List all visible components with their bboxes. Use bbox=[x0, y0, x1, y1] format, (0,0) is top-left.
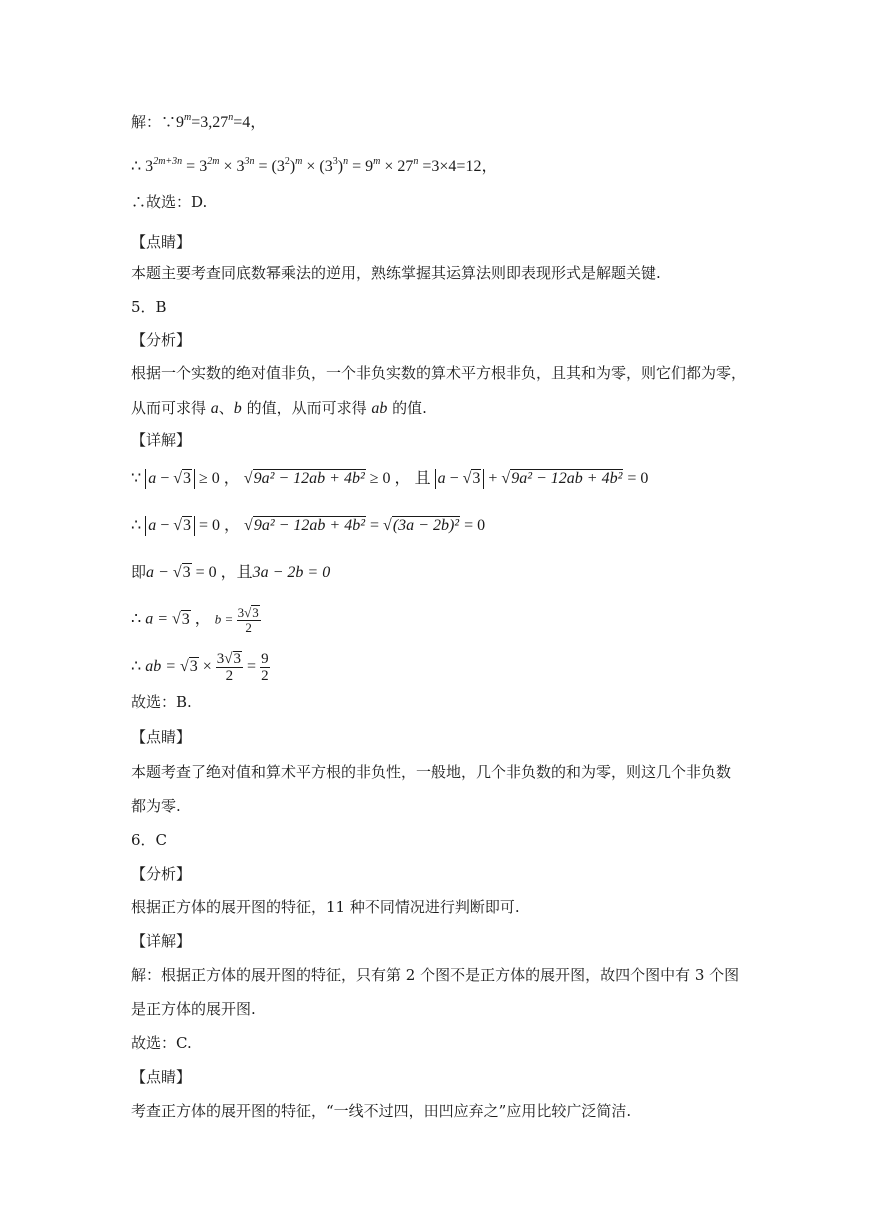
section-heading-xiangjie: 【详解】 bbox=[131, 932, 192, 950]
equation-line-3 bbox=[131, 562, 330, 583]
text-ji: 即 bbox=[131, 563, 147, 581]
plus: + bbox=[484, 470, 502, 487]
paragraph-4: 根据正方体的展开图的特征，11 种不同情况进行判断即可. bbox=[131, 898, 520, 916]
expr-part: × 27 bbox=[380, 158, 414, 175]
section-heading-dianjing: 【点睛】 bbox=[131, 1068, 192, 1086]
radical-sign: √ bbox=[383, 517, 392, 534]
therefore-symbol: ∴ bbox=[131, 658, 142, 676]
paragraph-1: 本题主要考查同底数幂乘法的逆用，熟练掌握其运算法则即表现形式是解题关键. bbox=[131, 264, 661, 282]
solution-line-2 bbox=[131, 157, 497, 177]
numerator: 9 bbox=[261, 651, 269, 667]
denominator: 2 bbox=[261, 668, 269, 684]
coef: 3 bbox=[237, 605, 245, 620]
denominator: 2 bbox=[225, 668, 234, 684]
equals: = bbox=[366, 517, 384, 534]
absolute-value bbox=[435, 469, 485, 489]
expr-part: ) bbox=[289, 158, 296, 175]
radicand: 3 bbox=[189, 658, 198, 676]
var-ab: ab bbox=[371, 400, 388, 417]
therefore-symbol: ∴ bbox=[131, 610, 142, 628]
section-heading-dianjing: 【点睛】 bbox=[131, 233, 192, 251]
equals: = bbox=[243, 658, 261, 676]
expr-part: × (3 bbox=[302, 158, 333, 175]
radical-sign: √ bbox=[173, 470, 182, 487]
exponent: 2m+3n bbox=[153, 156, 183, 167]
radical-sign: √ bbox=[243, 470, 253, 487]
radical-sign: √ bbox=[179, 658, 189, 676]
expr-part: = 0 bbox=[623, 470, 649, 487]
solution-line-1 bbox=[131, 112, 266, 133]
text-part: 从而可求得 bbox=[131, 399, 211, 417]
minus: − bbox=[445, 470, 463, 487]
expr-part: =3×4=12， bbox=[418, 158, 498, 175]
expr-part: = 0 ， bbox=[195, 517, 241, 534]
minus: − bbox=[156, 517, 174, 534]
paragraph-5-line-2: 是正方体的展开图. bbox=[131, 1000, 256, 1018]
radicand: 3 bbox=[183, 470, 191, 487]
exponent: m bbox=[295, 156, 303, 167]
exponent: m bbox=[373, 156, 381, 167]
expr-part: a − bbox=[146, 564, 173, 581]
expr-part: = 9 bbox=[348, 158, 374, 175]
expr-part: ， bbox=[190, 610, 211, 628]
fraction-3root3-over-2 bbox=[216, 651, 243, 684]
because-symbol: ∵ bbox=[131, 470, 142, 487]
var-a: a bbox=[210, 400, 219, 417]
section-heading-fenxi: 【分析】 bbox=[131, 331, 192, 349]
expr-part: × 3 bbox=[219, 158, 245, 175]
expr-part: ∴ 3 bbox=[131, 158, 154, 175]
expr-part: = 0 ，且 bbox=[191, 564, 253, 581]
exponent: 3 bbox=[332, 156, 338, 167]
absolute-value bbox=[145, 516, 195, 536]
equation-line-2 bbox=[131, 516, 485, 536]
text-part: 、 bbox=[218, 399, 234, 417]
expr-part: ab = bbox=[145, 658, 180, 676]
radicand: 3 bbox=[233, 651, 242, 667]
radical-sign: √ bbox=[501, 470, 511, 487]
expr-part: = 3 bbox=[182, 158, 208, 175]
text-and: 且 bbox=[410, 470, 431, 487]
expr-part: ≥ 0 ， bbox=[195, 470, 240, 487]
radicand: 3 bbox=[181, 610, 190, 628]
expr-part: ≥ 0 ， bbox=[365, 470, 411, 487]
expr-9m: $9^m=3,27^n$ bbox=[176, 112, 234, 131]
exponent-n: n bbox=[228, 112, 234, 123]
paragraph-3-line-2: 都为零. bbox=[131, 797, 181, 815]
exponent: n bbox=[413, 156, 419, 167]
absolute-value bbox=[145, 469, 195, 489]
minus: − bbox=[156, 470, 174, 487]
var-b: b bbox=[233, 400, 242, 417]
expr-part: = 0 bbox=[460, 517, 486, 534]
expr-part: b = bbox=[214, 611, 237, 627]
expr-eq4: =4， bbox=[233, 114, 267, 131]
paragraph-2-line-1: 根据一个实数的绝对值非负，一个非负实数的算术平方根非负，且其和为零，则它们都为零， bbox=[131, 364, 747, 382]
exponent-m: m bbox=[184, 112, 192, 123]
answer-line-b: 故选：B. bbox=[131, 693, 192, 711]
paragraph-2-line-2 bbox=[131, 398, 427, 419]
question-5-answer: 5．B bbox=[131, 298, 167, 316]
section-heading-dianjing: 【点睛】 bbox=[131, 728, 192, 746]
times: × bbox=[198, 658, 216, 676]
equation-line-5 bbox=[131, 651, 270, 684]
expr-part: ) bbox=[337, 158, 344, 175]
paragraph-6: 考查正方体的展开图的特征，“一线不过四，田凹应弃之”应用比较广泛简洁. bbox=[131, 1102, 632, 1120]
fraction-9-over-2 bbox=[260, 651, 270, 684]
expr-part: a = bbox=[145, 610, 172, 628]
radicand: (3a − 2b)² bbox=[392, 517, 460, 534]
text-part: 的值，从而可求得 bbox=[241, 399, 372, 417]
numerator: 3√3 bbox=[216, 651, 242, 667]
paragraph-5-line-1: 解：根据正方体的展开图的特征，只有第 2 个图不是正方体的展开图，故四个图中有 3 个图 bbox=[131, 966, 740, 984]
equation-line-4 bbox=[131, 605, 261, 635]
section-heading-xiangjie: 【详解】 bbox=[131, 431, 192, 449]
denominator: 2 bbox=[245, 620, 252, 635]
expr-eq3-27: =3,27 bbox=[191, 114, 229, 131]
radicand: 9a² − 12ab + 4b² bbox=[253, 517, 365, 534]
var-a: a bbox=[148, 470, 157, 487]
radical-sign: √ bbox=[462, 470, 472, 487]
var-a: a bbox=[437, 470, 446, 487]
radicand: 3 bbox=[183, 517, 191, 534]
exponent: 3n bbox=[244, 156, 255, 167]
radicand: 3 bbox=[182, 564, 191, 581]
numerator: 3√3 bbox=[237, 605, 259, 620]
therefore-symbol: ∴ bbox=[131, 517, 142, 534]
exponent: n bbox=[343, 156, 349, 167]
answer-line-c: 故选：C. bbox=[131, 1034, 192, 1052]
fraction-3root3-over-2 bbox=[237, 605, 261, 635]
radicand: 3 bbox=[472, 470, 481, 487]
section-heading-fenxi: 【分析】 bbox=[131, 865, 192, 883]
solution-prefix: 解：∵ bbox=[131, 113, 177, 131]
expr-part: 3a − 2b = 0 bbox=[252, 564, 331, 581]
paragraph-3-line-1: 本题考查了绝对值和算术平方根的非负性，一般地，几个非负数的和为零，则这几个非负数 bbox=[131, 763, 732, 781]
radical-sign: √ bbox=[244, 517, 253, 534]
answer-line-d: ∴故选：D. bbox=[131, 193, 208, 211]
radicand: 3 bbox=[252, 605, 259, 620]
exponent: 2 bbox=[284, 156, 290, 167]
question-6-answer: 6．C bbox=[131, 831, 168, 849]
radicand: 9a² − 12ab + 4b² bbox=[511, 470, 623, 487]
exponent: 2m bbox=[207, 156, 220, 167]
equation-line-1 bbox=[131, 469, 648, 489]
radical-sign: √ bbox=[172, 564, 182, 581]
text-part: 的值. bbox=[387, 399, 427, 417]
expr-part: = (3 bbox=[254, 158, 285, 175]
radical-sign: √ bbox=[173, 517, 182, 534]
radicand: 9a² − 12ab + 4b² bbox=[253, 470, 365, 487]
var-a: a bbox=[148, 517, 157, 534]
coef: 3 bbox=[216, 651, 225, 667]
radical-sign: √ bbox=[171, 610, 181, 628]
